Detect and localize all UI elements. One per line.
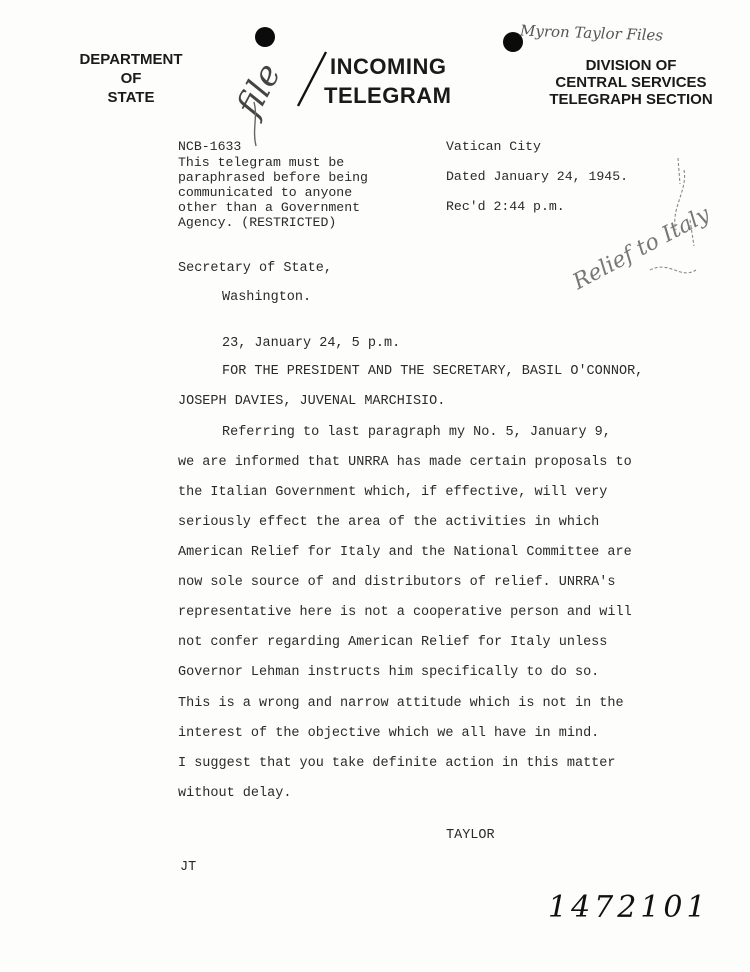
body-line: representative here is not a cooperative person and will bbox=[178, 605, 632, 620]
title-line: TELEGRAM bbox=[324, 83, 452, 108]
telegram-reference: 23, January 24, 5 p.m. bbox=[222, 336, 401, 351]
body-line: not confer regarding American Relief for Italy unless bbox=[178, 635, 608, 650]
handwritten-file-label: Myron Taylor Files bbox=[519, 21, 664, 45]
body-line: now sole source of and distributors of relief. UNRRA's bbox=[178, 575, 616, 590]
addressee: Secretary of State, bbox=[178, 261, 332, 276]
dated-line: Dated January 24, 1945. bbox=[446, 169, 629, 184]
department-line: DEPARTMENT bbox=[79, 51, 183, 68]
body-line: Governor Lehman instructs him specifically to do so. bbox=[178, 665, 600, 680]
punch-hole-left bbox=[255, 27, 275, 47]
body-line: American Relief for Italy and the National Committee are bbox=[178, 545, 632, 560]
incoming-telegram-title bbox=[324, 52, 451, 110]
handwritten-file-number: 1472101 bbox=[548, 890, 710, 925]
body-line: interest of the objective which we all have in mind. bbox=[178, 726, 600, 741]
department-line: OF bbox=[120, 70, 142, 87]
body-line: seriously effect the area of the activities in which bbox=[178, 515, 600, 530]
telegram-number: NCB-1633 bbox=[178, 139, 242, 154]
division-heading bbox=[536, 57, 726, 108]
restriction-line: paraphrased before being bbox=[178, 170, 368, 185]
body-line: This is a wrong and narrow attitude which is not in the bbox=[178, 696, 624, 711]
restriction-notice bbox=[178, 155, 368, 230]
division-line: DIVISION OF bbox=[585, 57, 677, 74]
body-line: without delay. bbox=[178, 786, 292, 801]
received-line: Rec'd 2:44 p.m. bbox=[446, 199, 565, 214]
restriction-line: communicated to anyone bbox=[178, 185, 353, 200]
handwritten-file-mark: file bbox=[228, 56, 290, 124]
restriction-line: This telegram must be bbox=[178, 155, 345, 170]
restriction-line: Agency. (RESTRICTED) bbox=[178, 215, 337, 230]
body-line: the Italian Government which, if effective, will very bbox=[178, 485, 608, 500]
addressee-city: Washington. bbox=[222, 290, 312, 305]
title-line: INCOMING bbox=[330, 54, 447, 79]
division-line: CENTRAL SERVICES bbox=[555, 74, 707, 91]
operator-initials: JT bbox=[180, 860, 197, 875]
division-line: TELEGRAPH SECTION bbox=[549, 91, 713, 108]
department-line: STATE bbox=[107, 89, 155, 106]
body-line: FOR THE PRESIDENT AND THE SECRETARY, BASIL O'CONNOR, bbox=[222, 364, 644, 379]
department-of-state-heading bbox=[68, 50, 194, 107]
signature: TAYLOR bbox=[446, 828, 495, 843]
body-line: I suggest that you take definite action in this matter bbox=[178, 756, 616, 771]
body-line: we are informed that UNRRA has made certain proposals to bbox=[178, 455, 632, 470]
body-line: Referring to last paragraph my No. 5, January 9, bbox=[222, 425, 611, 440]
restriction-line: other than a Government bbox=[178, 200, 361, 215]
origin-city: Vatican City bbox=[446, 139, 541, 154]
body-line: JOSEPH DAVIES, JUVENAL MARCHISIO. bbox=[178, 394, 446, 409]
file-mark-stroke bbox=[244, 100, 268, 150]
handwritten-side-note: Relief to Italy bbox=[568, 202, 715, 295]
side-note-scribble bbox=[630, 150, 700, 300]
